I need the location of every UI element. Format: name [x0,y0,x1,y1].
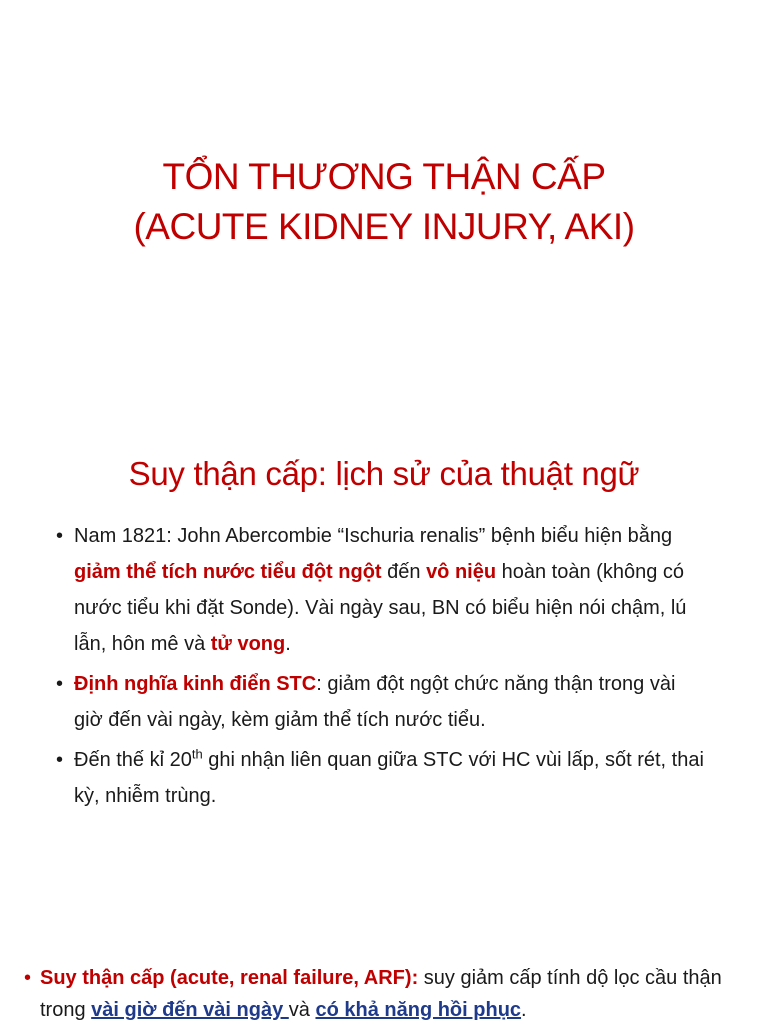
underlined-highlight: có khả năng hồi phục [315,999,522,1021]
title-line-2: (ACUTE KIDNEY INJURY, AKI) [133,206,635,247]
bullet-20th-century [56,742,706,814]
bottom-definition-bullet [24,962,760,1024]
bullet-list [56,518,706,818]
bullet-text: . [521,999,527,1021]
page-title [0,152,768,252]
bullet-text: suy giảm cấp tính dộ lọc cầu thận trong [40,967,722,1021]
bullet-history-1821 [56,518,706,662]
highlight-text: tử vong [210,633,286,655]
highlight-text: Định nghĩa kinh điển STC [74,673,317,695]
highlight-text: Suy thận cấp (acute, renal failure, ARF): [40,967,419,989]
highlight-text: giảm thể tích nước tiểu đột ngột [74,561,382,583]
bullet-text: và [288,999,316,1021]
bullet-text: ghi nhận liên quan giữa STC với HC vùi lấp, sốt rét, thai kỳ, nhiễm trùng. [74,749,704,807]
superscript-text: th [191,746,203,762]
underlined-highlight: vài giờ đến vài ngày [91,999,289,1021]
bullet-text: : giảm đột ngột chức năng thận trong vài giờ đến vài ngày, kèm giảm thể tích nước tiểu. [74,673,676,731]
title-line-1: TỔN THƯƠNG THẬN CẤP [162,156,606,197]
bullet-text: Nam 1821: John Abercombie “Ischuria renalis” bệnh biểu hiện bằng [74,525,673,547]
bullet-classic-definition [56,666,706,738]
highlight-text: vô niệu [426,561,497,583]
bullet-text: . [285,633,291,655]
bullet-text: đến [381,561,427,583]
bullet-text: Đến thế kỉ 20 [74,749,192,771]
bullet-text: hoàn toàn (không có nước tiểu khi đặt Sonde). Vài ngày sau, BN có biểu hiện nói chậm, lú lẫn, hôn mê và [74,561,687,655]
section-heading: Suy thận cấp: lịch sử của thuật ngữ [128,455,640,492]
